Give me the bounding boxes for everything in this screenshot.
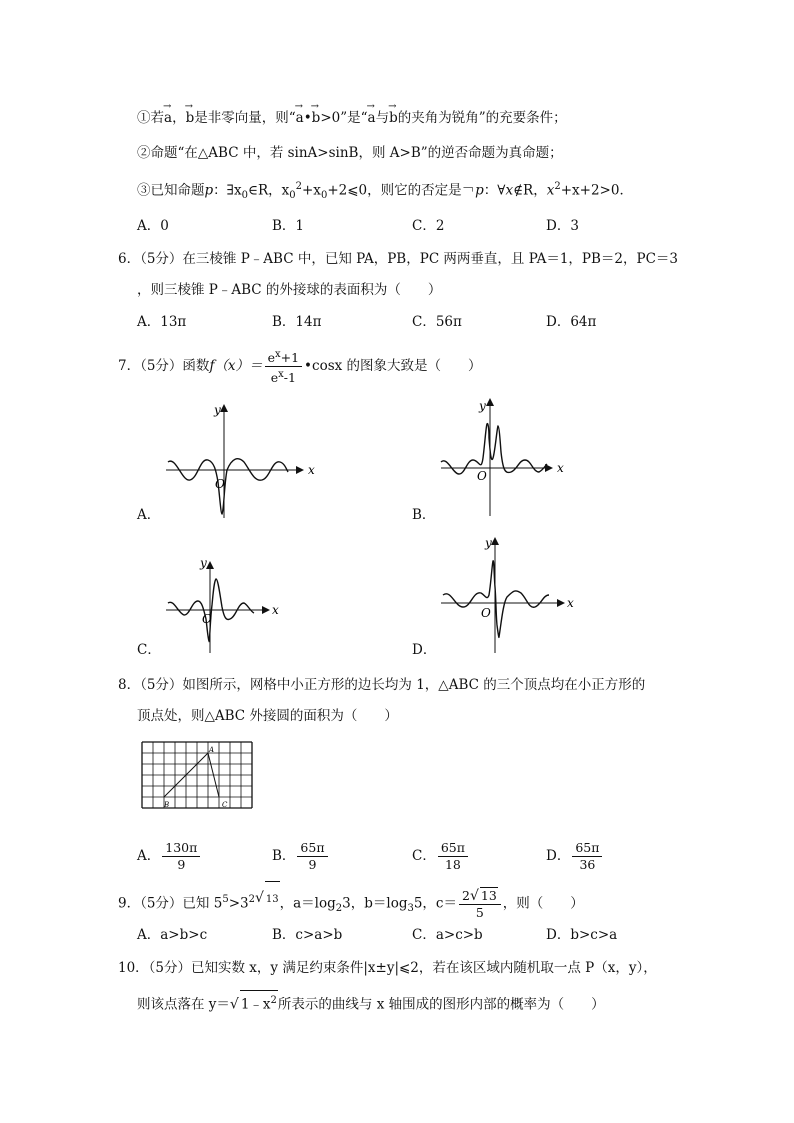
q7-label-b: B． [412, 507, 436, 523]
curve-b [441, 424, 547, 474]
x-label: x [272, 603, 279, 617]
q7-graph-b [435, 398, 565, 518]
q5-option-d: D．3 [546, 218, 579, 234]
q5-statement-1: ①若→ a，→ b是非零向量，则“→ a•→ b>0”是“→ a与→ b的夹角为锐角”的充要条件； [137, 108, 567, 128]
y-axis-arrow [220, 404, 228, 412]
curve-d [443, 561, 549, 638]
q6-text-line-1: 6．（5分）在三棱锥 P﹣ABC 中，已知 PA，PB，PC 两两垂直，且 PA＝1，PB＝2，PC＝3 [118, 251, 679, 267]
q10-text-line-1: 10．（5分）已知实数 x，y 满足约束条件|x±y|⩽2，若在该区域内随机取一点 P（x，y）， [118, 960, 657, 976]
q7-graph-c [160, 555, 290, 665]
q6-option-b: B．14π [272, 314, 322, 330]
point-b-label: B [164, 801, 170, 809]
q5-statement-2: ②命题“在△ABC 中，若 sinA>sinB，则 A>B”的逆否命题为真命题； [137, 145, 563, 161]
x-label: x [308, 463, 315, 477]
origin-label: O [481, 606, 491, 620]
x-axis-arrow [296, 466, 304, 474]
q8-option-a: A． $\frac{130\pi}{9}$ [137, 838, 202, 874]
q6-option-d: D．64π [546, 314, 597, 330]
origin-label: O [202, 612, 212, 626]
q9-option-c: C．a>c>b [412, 927, 483, 943]
q9-option-b: B．c>a>b [272, 927, 343, 943]
y-label: y [479, 399, 486, 413]
y-axis-arrow [206, 561, 214, 569]
q10-text-line-2: 则该点落在 y＝√ $1﹣x^2$所表示的曲线与 x 轴围成的图形内部的概率为（ ） [137, 990, 605, 1015]
q6-option-a: A．13π [137, 314, 187, 330]
x-label: x [557, 461, 564, 475]
x-axis-arrow [262, 606, 270, 614]
y-label: y [214, 403, 221, 417]
q8-option-d: D． $\frac{65\pi}{36}$ [546, 838, 604, 874]
origin-label: O [215, 477, 225, 491]
y-axis-arrow [491, 537, 499, 545]
point-c-label: C [222, 801, 228, 809]
q7-graph-d [435, 535, 575, 655]
q8-text-line-2: 顶点处，则△ABC 外接圆的面积为（ ） [137, 708, 398, 724]
q9-option-d: D．b>c>a [546, 927, 618, 943]
q8-grid-figure [142, 742, 254, 822]
q5-option-a: A．0 [137, 218, 169, 234]
q5-option-b: B．1 [272, 218, 305, 234]
q5-statement-3: ③已知命题p：$\exists x_0\in R$，$x_0^2+x_0+2⩽0$，则它的否定是￢p：∀x∉R，$x^2+x+2>0$． [137, 181, 633, 202]
q7-graph-a [160, 400, 315, 520]
q7-label-c: C． [137, 642, 161, 658]
curve-a [168, 459, 288, 514]
x-axis-arrow [557, 599, 565, 607]
y-label: y [485, 536, 492, 550]
q8-option-b: B． $\frac{65\pi}{9}$ [272, 838, 330, 874]
q7-text: 7．（5分）函数f（x）＝ $\frac{e^x+1}{e^x-1}$ •cosx 的图象大致是（ ） [118, 348, 482, 386]
point-a-label: A [209, 746, 215, 754]
q9-option-a: A．a>b>c [137, 927, 208, 943]
q8-option-c: C． $\frac{65\pi}{18}$ [412, 838, 470, 874]
q9-text: 9．（5分）已知 $5^5>3^{2√ 13}$，$a=\log_23$，$b=\log_35$，c＝ $\frac{2√ 13}{5}$ ，则（ ） [118, 880, 584, 927]
q5-option-c: C．2 [412, 218, 445, 234]
y-axis-arrow [486, 398, 494, 406]
q7-label-a: A． [137, 507, 161, 523]
grid [142, 742, 252, 808]
q8-text-line-1: 8．（5分）如图所示，网格中小正方形的边长均为 1，△ABC 的三个顶点均在小正方形的 [118, 677, 646, 693]
q6-option-c: C．56π [412, 314, 462, 330]
x-label: x [567, 596, 574, 610]
q7-label-d: D． [412, 642, 437, 658]
origin-label: O [477, 469, 487, 483]
y-label: y [200, 556, 207, 570]
q6-text-line-2: ，则三棱锥 P﹣ABC 的外接球的表面积为（ ） [137, 282, 442, 298]
q7-fraction: $\frac{e^x+1}{e^x-1}$ [265, 347, 302, 386]
